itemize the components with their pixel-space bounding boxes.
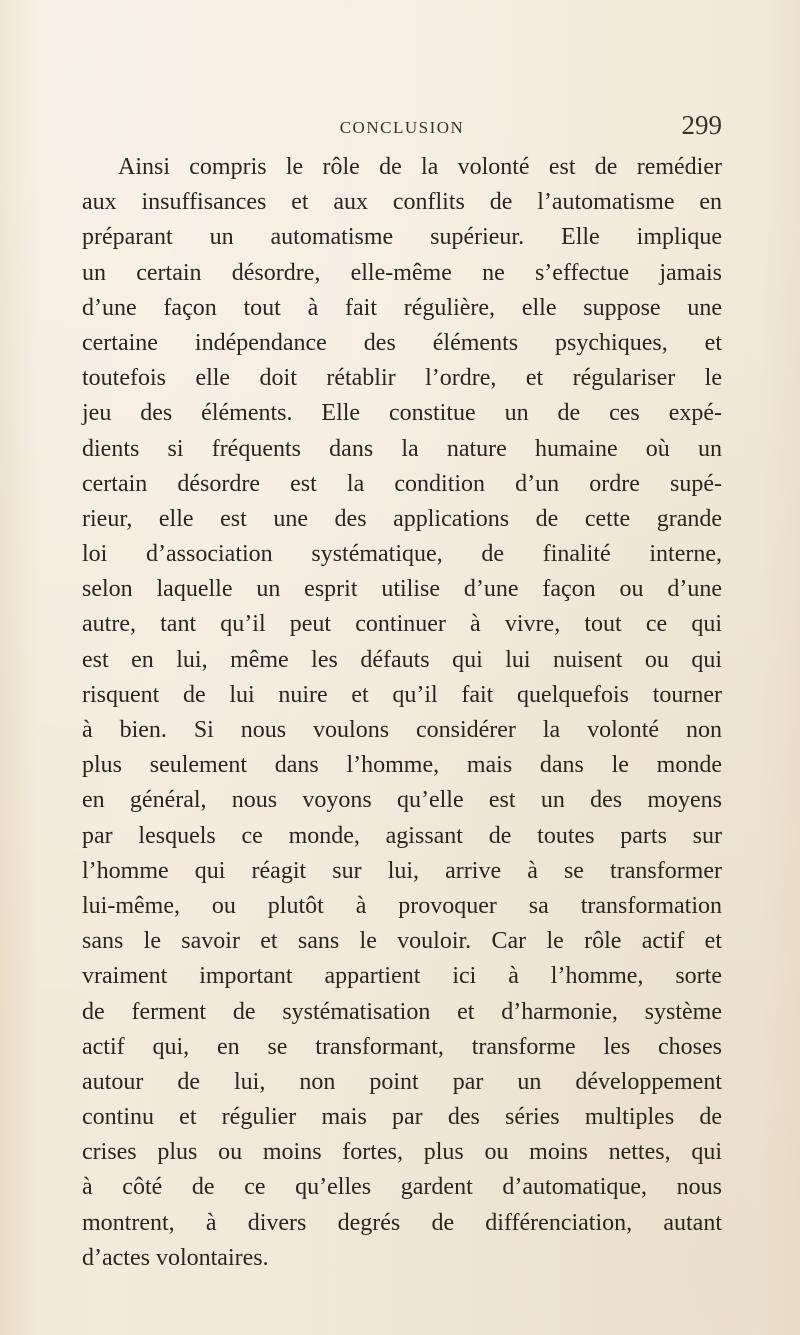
text-line: en général, nous voyons qu’elle est un des moyens (82, 787, 722, 814)
text-line: autour de lui, non point par un développement (82, 1068, 722, 1095)
text-line: à bien. Si nous voulons considérer la volonté non (82, 717, 722, 743)
text-line: aux insuffisances et aux conflits de l’automatisme en (82, 189, 722, 216)
text-line: certain désordre est la condition d’un ordre supé- (82, 470, 722, 497)
text-line: lui-même, ou plutôt à provoquer sa transformation (82, 892, 722, 919)
text-line: préparant un automatisme supérieur. Elle implique (82, 224, 722, 251)
text-line: risquent de lui nuire et qu’il fait quelquefois tourner (82, 681, 722, 708)
text-line: continu et régulier mais par des séries multiples de (82, 1104, 722, 1131)
text-line: à côté de ce qu’elles gardent d’automatique, nous (82, 1174, 722, 1201)
text-line: montrent, à divers degrés de différenciation, autant (82, 1209, 722, 1236)
text-line: autre, tant qu’il peut continuer à vivre, tout ce qui (82, 611, 722, 638)
text-line: loi d’association systématique, de finalité interne, (82, 541, 722, 568)
text-line: de ferment de systématisation et d’harmonie, système (82, 998, 722, 1025)
text-line: un certain désordre, elle-même ne s’effectue jamais (82, 259, 722, 286)
page-header (82, 110, 722, 146)
text-line: actif qui, en se transformant, transforme les choses (82, 1033, 722, 1060)
text-line: jeu des éléments. Elle constitue un de ces expé- (82, 400, 722, 427)
text-line: par lesquels ce monde, agissant de toutes parts sur (82, 822, 722, 849)
body-text (82, 150, 722, 1276)
text-line: vraiment important appartient ici à l’homme, sorte (82, 963, 722, 990)
text-line: plus seulement dans l’homme, mais dans le monde (82, 752, 722, 779)
text-line: certaine indépendance des éléments psychiques, et (82, 329, 722, 356)
text-line: est en lui, même les défauts qui lui nuisent ou qui (82, 646, 722, 673)
text-line: dients si fréquents dans la nature humaine où un (82, 435, 722, 462)
page-number: 299 (681, 110, 722, 140)
text-line: crises plus ou moins fortes, plus ou moins nettes, qui (82, 1139, 722, 1166)
text-line: Ainsi compris le rôle de la volonté est de remédier (118, 154, 722, 180)
text-line: selon laquelle un esprit utilise d’une façon ou d’une (82, 576, 722, 603)
text-line: d’actes volontaires. (82, 1244, 269, 1271)
text-line: rieur, elle est une des applications de cette grande (82, 505, 722, 532)
text-line: d’une façon tout à fait régulière, elle suppose une (82, 294, 722, 321)
text-line: sans le savoir et sans le vouloir. Car le rôle actif et (82, 928, 722, 955)
text-line: l’homme qui réagit sur lui, arrive à se transformer (82, 857, 722, 884)
running-head: CONCLUSION (339, 118, 465, 137)
text-line: toutefois elle doit rétablir l’ordre, et régulariser le (82, 365, 722, 392)
